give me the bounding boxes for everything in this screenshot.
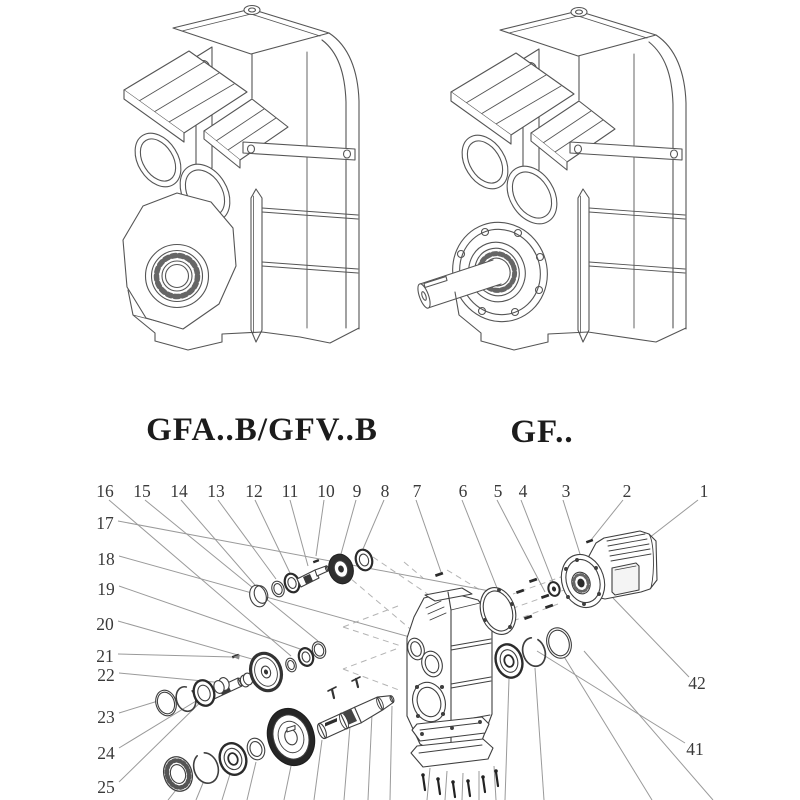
edge-leader-line xyxy=(314,740,322,800)
input-shaft-assembly xyxy=(247,548,375,609)
leader-line-21 xyxy=(118,654,233,657)
callout-label-16: 16 xyxy=(96,481,114,501)
oil-plug xyxy=(244,6,260,15)
callout-label-15: 15 xyxy=(133,481,151,501)
circlip xyxy=(190,750,222,787)
callout-label-20: 20 xyxy=(96,614,114,634)
assembly-axis-line xyxy=(343,606,398,627)
edge-leader-line xyxy=(505,679,509,800)
leader-line-16 xyxy=(109,500,291,656)
leader-line-42 xyxy=(613,598,689,677)
leader-line-23 xyxy=(119,701,158,713)
assembly-axis-line xyxy=(343,649,396,669)
edge-leader-line xyxy=(168,790,176,800)
intermediate-gear-assembly xyxy=(205,640,328,702)
assembly-axis-line xyxy=(343,627,401,646)
edge-leader-line xyxy=(427,768,430,800)
callout-label-3: 3 xyxy=(561,481,571,501)
motor-part xyxy=(555,531,657,613)
callout-label-7: 7 xyxy=(412,481,422,501)
callout-label-12: 12 xyxy=(245,481,263,501)
output-bearing-row xyxy=(159,736,267,795)
callout-label-41: 41 xyxy=(686,739,704,759)
leader-line-8 xyxy=(363,500,384,549)
callout-label-42: 42 xyxy=(688,673,706,693)
leader-line-7 xyxy=(416,500,441,572)
leader-line-41 xyxy=(537,651,685,743)
gf-housing-drawing xyxy=(415,8,686,351)
callout-label-24: 24 xyxy=(97,743,115,763)
callout-label-25: 25 xyxy=(97,777,115,797)
leader-line-12 xyxy=(255,500,290,573)
exploded-parts xyxy=(152,531,657,797)
edge-leader-line xyxy=(368,714,372,800)
edge-leader-line xyxy=(445,771,447,800)
output-shaft-part xyxy=(316,695,395,739)
edge-leader-line xyxy=(284,766,291,800)
callout-label-10: 10 xyxy=(317,481,335,501)
leader-line-14 xyxy=(181,500,255,585)
edge-leader-line xyxy=(390,706,392,800)
callout-label-9: 9 xyxy=(352,481,362,501)
leader-line-1 xyxy=(649,500,698,538)
edge-leader-line xyxy=(344,726,350,800)
gfa-housing-drawing xyxy=(123,6,359,351)
caption-gfa-b-gfv-b: GFA..B/GFV..B xyxy=(146,412,378,448)
callout-label-14: 14 xyxy=(170,481,188,501)
housing-cover-parts xyxy=(411,717,498,797)
edge-leader-line xyxy=(462,773,463,800)
assembly-axis-line xyxy=(447,570,480,590)
assembly-axis-line xyxy=(344,573,415,633)
edge-leader-line xyxy=(535,668,544,800)
leader-line-9 xyxy=(341,500,356,554)
callout-label-2: 2 xyxy=(622,481,632,501)
edge-leader-line xyxy=(222,774,230,800)
callout-label-5: 5 xyxy=(493,481,503,501)
leader-line-5 xyxy=(497,500,545,592)
callout-labels xyxy=(96,481,708,797)
leader-line-4 xyxy=(521,500,553,582)
output-gear-part xyxy=(260,702,322,771)
callout-label-1: 1 xyxy=(699,481,709,501)
caption-gf: GF.. xyxy=(510,414,574,450)
edge-leader-line xyxy=(196,783,203,800)
callout-label-6: 6 xyxy=(458,481,468,501)
callout-label-21: 21 xyxy=(96,646,114,666)
callout-label-18: 18 xyxy=(97,549,115,569)
callout-label-17: 17 xyxy=(96,513,114,533)
callout-label-11: 11 xyxy=(281,481,299,501)
seal-ring-row xyxy=(152,676,230,718)
callout-label-4: 4 xyxy=(518,481,528,501)
key-pins xyxy=(328,677,360,698)
callout-label-22: 22 xyxy=(97,665,115,685)
edge-leader-line xyxy=(563,655,652,800)
leader-line-2 xyxy=(591,500,623,540)
assembly-axis-line xyxy=(343,669,399,690)
cover-bolts xyxy=(423,772,498,797)
edge-leader-line xyxy=(247,762,256,800)
callout-label-23: 23 xyxy=(97,707,115,727)
callout-label-19: 19 xyxy=(97,579,115,599)
leader-line-3 xyxy=(563,500,580,554)
oil-plug xyxy=(571,8,587,17)
leader-line-6 xyxy=(462,500,497,588)
leader-line-10 xyxy=(316,500,324,556)
callout-label-13: 13 xyxy=(207,481,225,501)
callout-label-8: 8 xyxy=(380,481,390,501)
